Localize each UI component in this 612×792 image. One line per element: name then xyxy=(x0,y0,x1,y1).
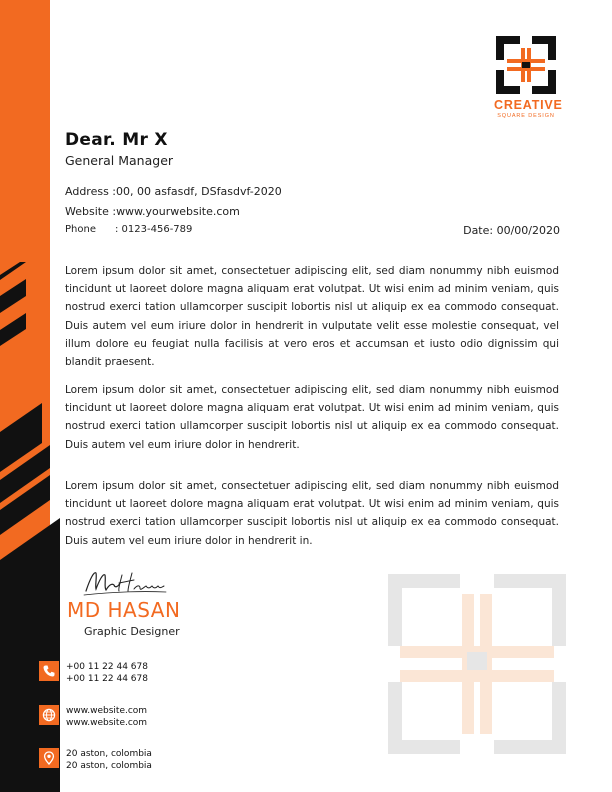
body-paragraph: Lorem ipsum dolor sit amet, consectetuer adipiscing elit, sed diam nonummy nibh euismod tincidunt ut laoreet dolore magna aliquam erat volutpat. Ut wisi enim ad minim veniam, quis nostrud exerci tation ullamcorper suscipit lobortis nisl ut aliquip ex ea commodo consequat. Duis autem vel eum iriure dolor in hendrerit. xyxy=(65,384,559,451)
website-value: www.yourwebsite.com xyxy=(116,205,240,218)
logo-tagline: SQUARE DESIGN xyxy=(497,113,555,119)
location-pin-icon xyxy=(39,748,59,768)
globe-icon xyxy=(39,705,59,725)
phone-label: Phone xyxy=(65,224,96,235)
logo-name: CREATIVE xyxy=(494,98,563,112)
company-logo xyxy=(494,34,563,119)
footer-website-line: www.website.com xyxy=(66,717,148,728)
watermark-logo-icon xyxy=(388,574,566,754)
phone-icon xyxy=(39,661,59,681)
recipient-name: Dear. Mr X xyxy=(65,130,168,150)
signer-name: MD HASAN xyxy=(67,598,181,622)
phone-value: : 0123-456-789 xyxy=(115,224,193,235)
address-label: Address : xyxy=(65,185,117,198)
body-paragraph: Lorem ipsum dolor sit amet, consectetuer adipiscing elit, sed diam nonummy nibh euismod tincidunt ut laoreet dolore magna aliquam erat volutpat. Ut wisi enim ad minim veniam, quis nostrud exerci tation ullamcorper suscipit lobortis nisl ut aliquip ex ea commodo consequat. Duis autem vel eum iriure dolor in hendrerit in vulputate velit esse molestie consequat, vel illum dolore eu feugiat nulla facilisis at vero eros et accumsan et iusto odio dignissim qui blandit praesent. xyxy=(65,265,559,369)
phone-line xyxy=(65,224,192,235)
footer-location-line: 20 aston, colombia xyxy=(66,749,152,759)
website-line xyxy=(65,205,240,218)
address-line xyxy=(65,185,282,198)
footer-location-line: 20 aston, colombia xyxy=(66,760,152,771)
footer-phone-line: +00 11 22 44 678 xyxy=(66,673,148,684)
signer-role: Graphic Designer xyxy=(84,625,180,638)
body-paragraph: Lorem ipsum dolor sit amet, consectetuer adipiscing elit, sed diam nonummy nibh euismod tincidunt ut laoreet dolore magna aliquam erat volutpat. Ut wisi enim ad minim veniam, quis nostrud exerci tation ullamcorper suscipit lobortis nisl ut aliquip ex ea commodo consequat. Duis autem vel eum iriure dolor in hendrerit in. xyxy=(65,480,559,547)
footer-website-line: www.website.com xyxy=(66,706,148,716)
footer-phone-line: +00 11 22 44 678 xyxy=(66,662,148,672)
website-label: Website : xyxy=(65,205,117,218)
logo-mark-icon xyxy=(494,34,558,96)
address-value: 00, 00 asfasdf, DSfasdvf-2020 xyxy=(116,185,282,198)
letter-date: Date: 00/00/2020 xyxy=(463,224,560,237)
recipient-title: General Manager xyxy=(65,153,174,168)
handwritten-signature xyxy=(82,565,168,599)
